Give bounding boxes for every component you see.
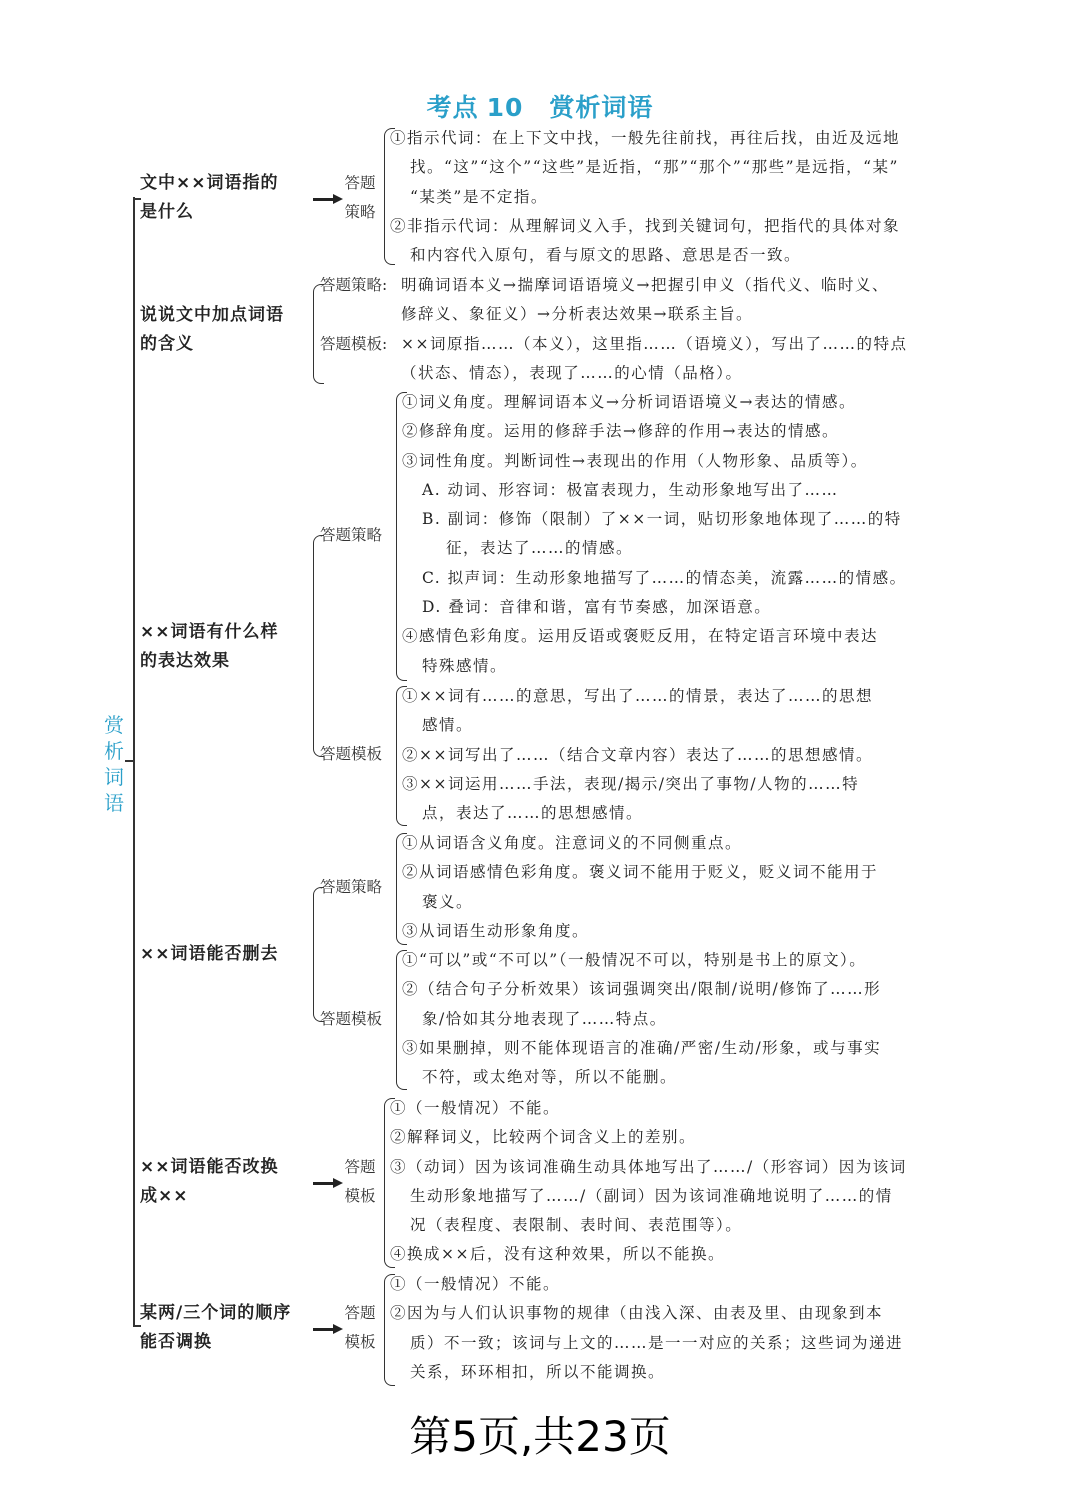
topic-effect (140, 618, 316, 676)
arrow-icon (313, 1328, 335, 1331)
content-line: 褒义。 (422, 892, 474, 911)
content-line: ③如果删掉，则不能体现语言的准确/严密/生动/形象，或与事实 (402, 1038, 882, 1057)
content-line: ××词原指……（本义），这里指……（语境义），写出了……的特点 (401, 335, 908, 353)
tag-strategy: 答题策略: (320, 276, 388, 294)
content-line: 不符，或太绝对等，所以不能删。 (422, 1068, 678, 1087)
tag-line: 策略 (344, 203, 376, 221)
trunk-tick (125, 760, 134, 762)
arrow-icon (313, 1182, 335, 1185)
content-line: C. 拟声词：生动形象地描写了……的情态美，流露……的情感。 (422, 568, 907, 587)
page-title (0, 88, 1080, 124)
topic-referent (140, 169, 316, 227)
side-char: 赏 (104, 713, 124, 737)
content-block (390, 1270, 903, 1387)
content-line: ①××词有……的意思，写出了……的情景，表达了……的思想 (402, 687, 873, 705)
page-indicator: 第5页,共23页 (409, 1412, 671, 1461)
tag-template: 答题模板: (320, 335, 388, 353)
content-line: ①词义角度。理解词语本义→分析词语语境义→表达的情感。 (402, 393, 856, 411)
tag-template: 答题模板 (320, 1010, 383, 1028)
content-line: ③××词运用……手法，表现/揭示/突出了事物/人物的……特 (402, 774, 860, 793)
content-line: ①指示代词：在上下文中找，一般先往前找，再往后找，由近及远地 (390, 129, 901, 147)
content-line: D. 叠词：音律和谐，富有节奏感，加深语意。 (422, 598, 772, 617)
content-line: ①（一般情况）不能。 (390, 1099, 561, 1117)
topic-line: 某两/三个词的顺序 (140, 1303, 292, 1323)
tag-line: 模板 (344, 1333, 376, 1351)
topic-order (140, 1299, 316, 1357)
brace (313, 887, 324, 1022)
tag-line: 答题 (344, 1304, 376, 1322)
content-line: （状态、情态），表现了……的心情（品格）。 (401, 364, 743, 383)
content-block (401, 330, 907, 389)
side-label (101, 712, 127, 816)
content-line: ②修辞角度。运用的修辞手法→修辞的作用→表达的情感。 (402, 422, 839, 441)
tag-template (340, 1299, 380, 1357)
content-line: “某类”是不定指。 (410, 187, 548, 206)
content-line: 和内容代入原句，看与原文的思路、意思是否一致。 (410, 246, 802, 265)
content-line: ②解释词义，比较两个词含义上的差别。 (390, 1128, 697, 1147)
content-line: ②××词写出了……（结合文章内容）表达了……的思想感情。 (402, 745, 873, 764)
brace (313, 535, 324, 757)
content-line: 征，表达了……的情感。 (446, 539, 634, 558)
content-line: ②（结合句子分析效果）该词强调突出/限制/说明/修饰了……形 (402, 980, 882, 999)
content-line: 况（表程度、表限制、表时间、表范围等）。 (410, 1216, 743, 1235)
topic-delete (140, 940, 316, 969)
tag-template: 答题模板 (320, 745, 383, 763)
topic-line: 的含义 (140, 334, 194, 354)
content-line: 特殊感情。 (422, 656, 508, 675)
content-line: 找。“这”“这个”“这些”是近指，“那”“那个”“那些”是远指，“某” (410, 158, 899, 177)
content-block (401, 271, 889, 330)
side-char: 词 (104, 765, 124, 789)
content-line: 明确词语本义→揣摩词语语境义→把握引申义（指代义、临时义、 (401, 276, 889, 294)
content-line: 生动形象地描写了……/（副词）因为该词准确地说明了……的情 (410, 1186, 893, 1205)
topic-meaning (140, 301, 316, 359)
side-char: 析 (104, 739, 124, 763)
topic-line: ××词语能否删去 (140, 944, 279, 964)
content-line: 点，表达了……的思想感情。 (422, 804, 644, 823)
content-line: ②从词语感情色彩角度。褒义词不能用于贬义，贬义词不能用于 (402, 863, 879, 882)
content-line: ④换成××后，没有这种效果，所以不能换。 (390, 1245, 725, 1264)
tag-line: 答题 (344, 174, 376, 192)
tag-line: 模板 (344, 1187, 376, 1205)
tag-strategy: 答题策略 (320, 526, 383, 544)
topic-replace (140, 1153, 316, 1211)
tag-line: 答题 (344, 1158, 376, 1176)
content-line: 象/恰如其分地表现了……特点。 (422, 1009, 667, 1028)
content-line: ③词性角度。判断词性→表现出的作用（人物形象、品质等）。 (402, 451, 868, 470)
content-line: ④感情色彩角度。运用反语或褒贬反用，在特定语言环境中表达 (402, 627, 879, 646)
content-block (390, 124, 900, 270)
topic-line: 能否调换 (140, 1332, 212, 1352)
content-block (390, 1094, 907, 1270)
tag-strategy (340, 169, 380, 227)
content-line: ②因为与人们认识事物的规律（由浅入深、由表及里、由现象到本 (390, 1304, 884, 1323)
content-line: ③从词语生动形象角度。 (402, 921, 590, 940)
topic-line: 说说文中加点词语 (140, 305, 284, 325)
topic-line: ××词语能否改换 (140, 1157, 279, 1177)
topic-line: 的表达效果 (140, 651, 230, 671)
tag-strategy: 答题策略 (320, 878, 383, 896)
content-line: 关系，环环相扣，所以不能调换。 (410, 1362, 666, 1381)
content-line: 修辞义、象征义）→分析表达效果→联系主旨。 (401, 305, 753, 324)
content-block (402, 829, 878, 946)
title-prefix: 考点 (426, 93, 479, 122)
side-char: 语 (104, 791, 124, 815)
content-block (402, 388, 907, 681)
content-line: ①从词语含义角度。注意词义的不同侧重点。 (402, 834, 743, 852)
topic-line: 成×× (140, 1186, 189, 1206)
content-line: ①“可以”或“不可以”（一般情况不可以，特别是书上的原文）。 (402, 951, 867, 969)
content-line: 感情。 (422, 716, 474, 735)
topic-line: ××词语有什么样 (140, 622, 279, 642)
content-line: B. 副词：修饰（限制）了××一词，贴切形象地体现了……的特 (422, 510, 902, 529)
content-block (402, 946, 881, 1092)
topic-line: 是什么 (140, 202, 194, 222)
topic-line: 文中××词语指的 (140, 173, 279, 193)
tag-template (340, 1153, 380, 1211)
content-line: ①（一般情况）不能。 (390, 1275, 561, 1293)
content-line: ③（动词）因为该词准确生动具体地写出了……/（形容词）因为该词 (390, 1157, 907, 1176)
title-number: 10 (486, 93, 524, 122)
content-block (402, 682, 873, 828)
arrow-icon (313, 198, 335, 201)
title-name: 赏析词语 (549, 93, 654, 122)
content-line: ②非指示代词：从理解词义入手，找到关键词句，把指代的具体对象 (390, 216, 901, 235)
content-line: 质）不一致；该词与上文的……是一一对应的关系；这些词为递进 (410, 1333, 904, 1352)
content-line: A. 动词、形容词：极富表现力，生动形象地写出了…… (422, 480, 839, 499)
